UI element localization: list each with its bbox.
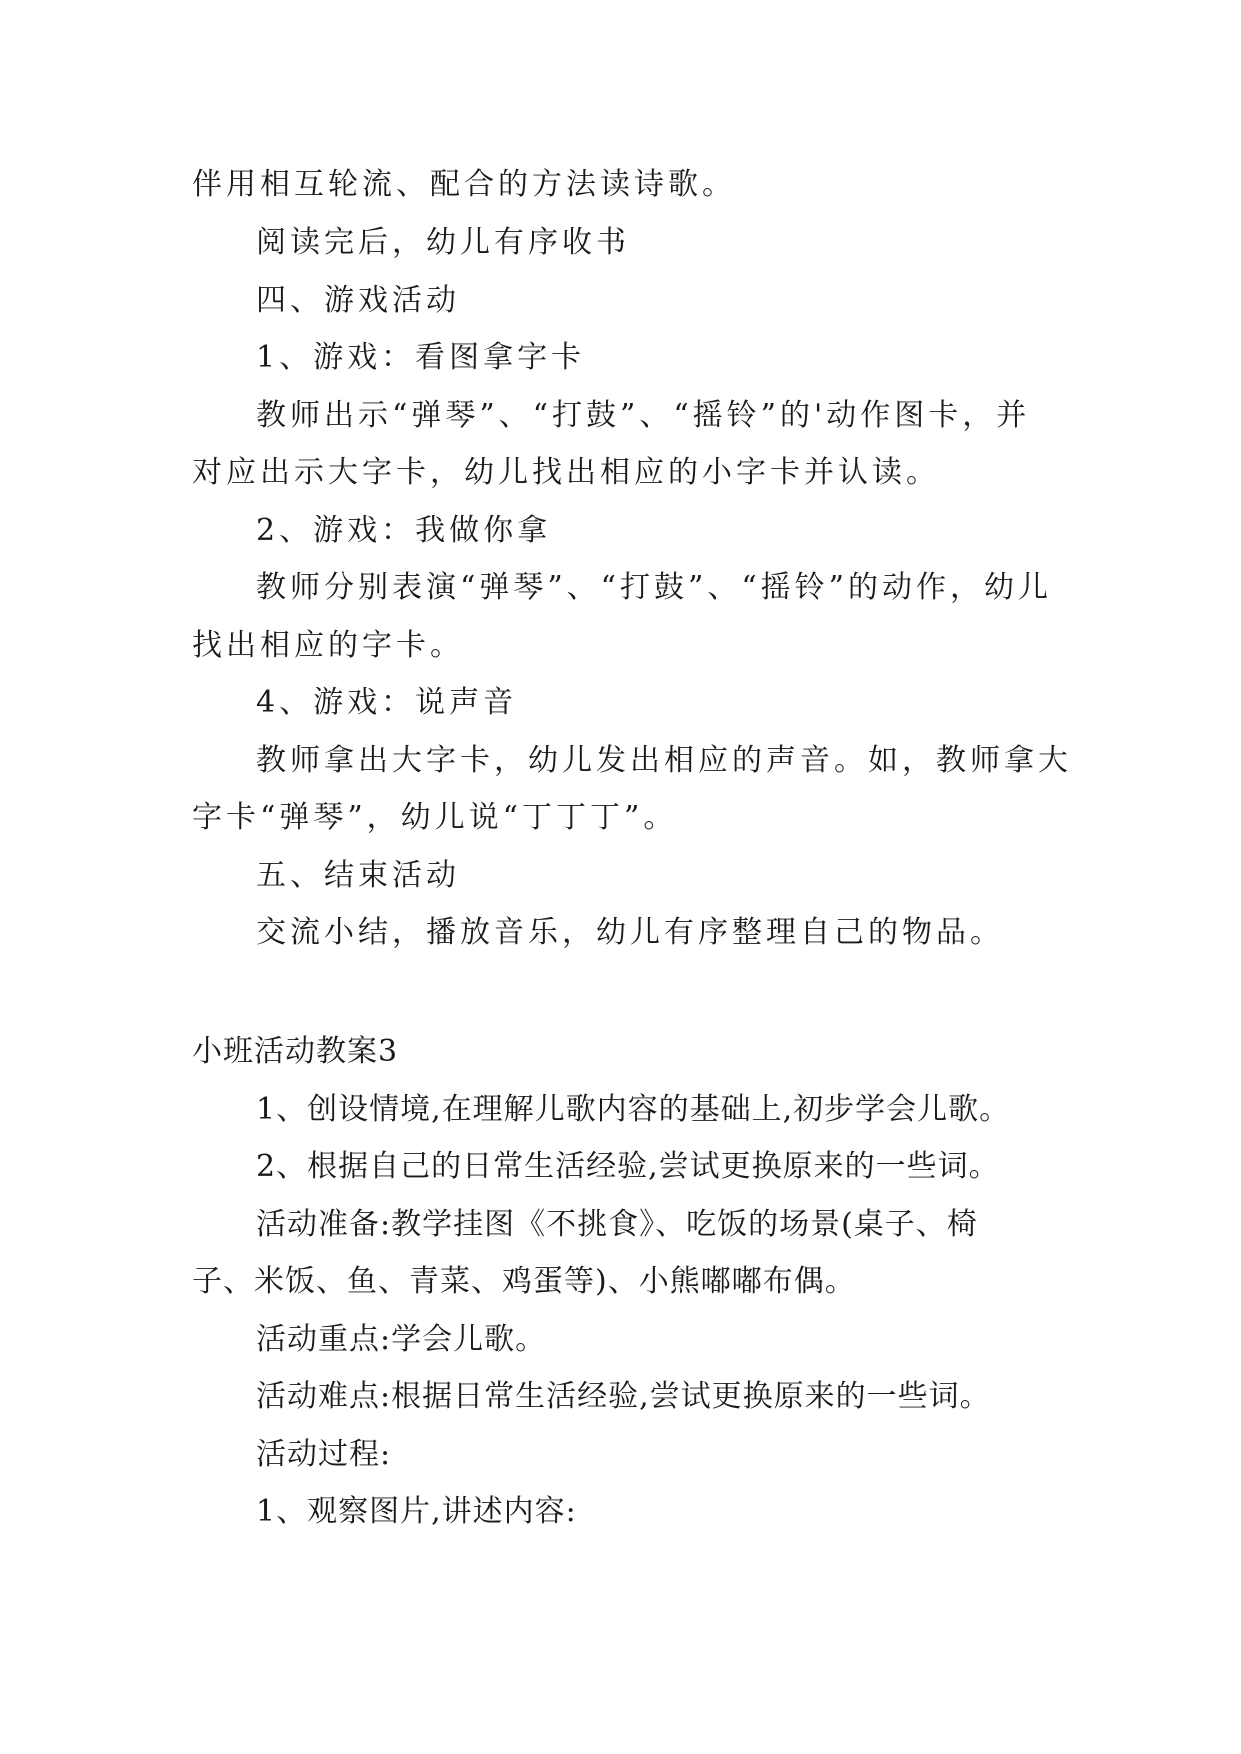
paragraph-line: 活动过程: bbox=[256, 1437, 392, 1472]
paragraph-line: 1、创设情境,在理解儿歌内容的基础上,初步学会儿歌。 bbox=[256, 1092, 1011, 1127]
paragraph-line: 伴用相互轮流、配合的方法读诗歌。 bbox=[192, 167, 736, 202]
paragraph-line: 教师分别表演“弹琴”、“打鼓”、“摇铃”的动作，幼儿 bbox=[256, 570, 1053, 605]
paragraph-line: 找出相应的字卡。 bbox=[192, 628, 464, 663]
paragraph-line: 字卡“弹琴”，幼儿说“丁丁丁”。 bbox=[192, 800, 678, 835]
paragraph-line: 子、米饭、鱼、青菜、鸡蛋等)、小熊嘟嘟布偶。 bbox=[192, 1264, 856, 1299]
paragraph-line: 教师出示“弹琴”、“打鼓”、“摇铃”的'动作图卡，并 bbox=[256, 398, 1031, 433]
paragraph-line: 活动难点:根据日常生活经验,尝试更换原来的一些词。 bbox=[256, 1379, 991, 1414]
paragraph-line: 对应出示大字卡，幼儿找出相应的小字卡并认读。 bbox=[192, 455, 940, 490]
section-heading: 五、结束活动 bbox=[256, 858, 460, 893]
subsection-heading: 4、游戏：说声音 bbox=[256, 685, 518, 720]
paragraph-line: 活动准备:教学挂图《不挑食》、吃饭的场景(桌子、椅 bbox=[256, 1207, 978, 1242]
paragraph-line: 活动重点:学会儿歌。 bbox=[256, 1322, 547, 1357]
section-heading: 四、游戏活动 bbox=[256, 283, 460, 318]
subsection-heading: 1、游戏：看图拿字卡 bbox=[256, 340, 586, 375]
document-title: 小班活动教案3 bbox=[192, 1034, 399, 1069]
paragraph-line: 阅读完后，幼儿有序收书 bbox=[256, 225, 630, 260]
subsection-heading: 2、游戏：我做你拿 bbox=[256, 513, 552, 548]
paragraph-line: 2、根据自己的日常生活经验,尝试更换原来的一些词。 bbox=[256, 1149, 1000, 1184]
paragraph-line: 教师拿出大字卡，幼儿发出相应的声音。如，教师拿大 bbox=[256, 743, 1072, 778]
paragraph-line: 交流小结，播放音乐，幼儿有序整理自己的物品。 bbox=[256, 915, 1004, 950]
paragraph-line: 1、观察图片,讲述内容: bbox=[256, 1494, 577, 1529]
